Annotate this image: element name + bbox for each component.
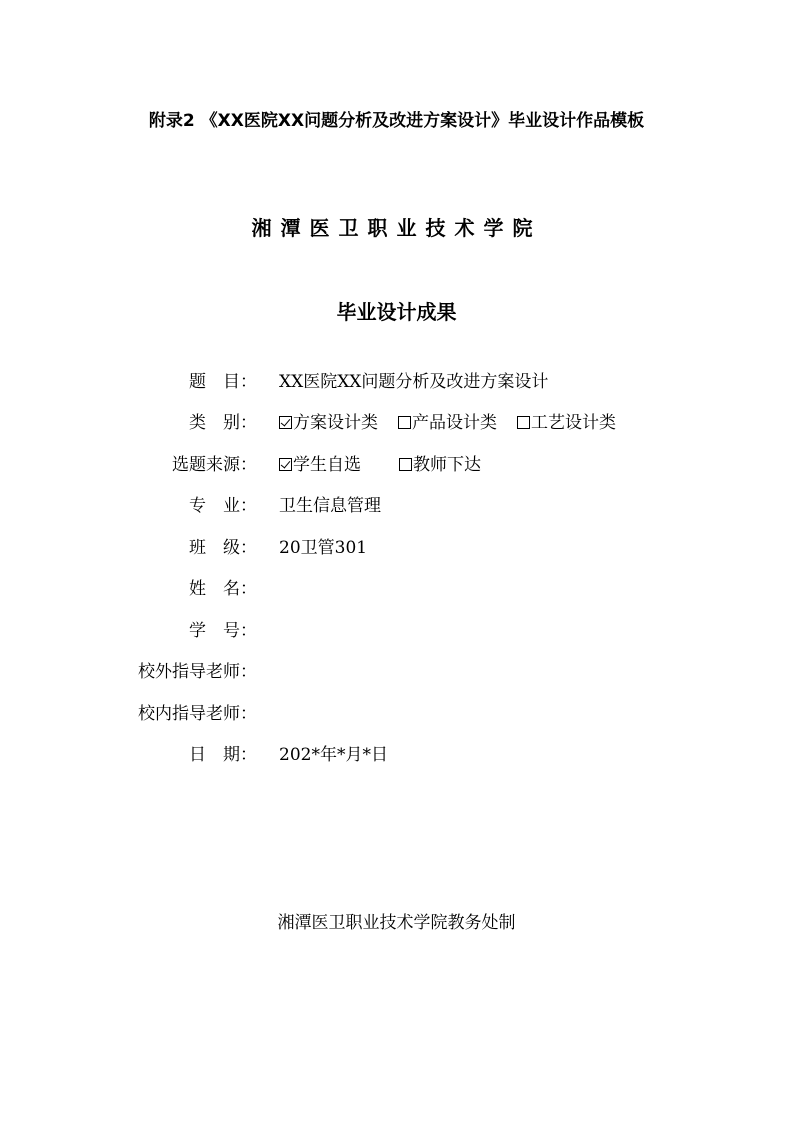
- appendix-title: 附录2 《XX医院XX问题分析及改进方案设计》毕业设计作品模板: [148, 111, 645, 131]
- field-label: 姓 名：: [189, 579, 257, 599]
- field-label: 专 业：: [189, 496, 257, 516]
- field-source: [0, 450, 793, 480]
- option-teacher-assigned[interactable]: 教师下达: [399, 450, 481, 480]
- field-label: 题 目：: [189, 372, 257, 392]
- option-student-selected[interactable]: 学生自选: [279, 450, 361, 480]
- field-label: 校内指导老师：: [138, 704, 257, 724]
- field-internal-advisor: [0, 699, 793, 729]
- document-title: 毕业设计成果: [336, 300, 457, 324]
- field-topic: [0, 367, 793, 397]
- source-options: [279, 450, 501, 480]
- field-label: 选题来源：: [172, 455, 257, 475]
- field-date: [0, 740, 793, 770]
- checked-box-icon: [279, 416, 292, 429]
- field-name: [0, 574, 793, 604]
- field-category: [0, 408, 793, 438]
- option-product-design[interactable]: 产品设计类: [398, 408, 497, 438]
- checked-box-icon: [279, 458, 292, 471]
- field-label: 类 别：: [189, 413, 257, 433]
- empty-box-icon: [517, 416, 530, 429]
- field-external-advisor: [0, 657, 793, 687]
- field-label: 校外指导老师：: [138, 662, 257, 682]
- category-options: [279, 408, 616, 438]
- footer-issuer: 湘潭医卫职业技术学院教务处制: [277, 913, 516, 933]
- field-value: 卫生信息管理: [279, 496, 381, 516]
- field-label: 学 号：: [189, 621, 257, 641]
- empty-box-icon: [398, 416, 411, 429]
- field-student-id: [0, 616, 793, 646]
- field-major: [0, 491, 793, 521]
- field-label: 班 级：: [189, 538, 257, 558]
- field-value: 202*年*月*日: [279, 745, 388, 765]
- school-name: 湘潭医卫职业技术学院: [251, 216, 542, 240]
- field-value: XX医院XX问题分析及改进方案设计: [279, 372, 549, 392]
- option-scheme-design[interactable]: 方案设计类: [279, 408, 378, 438]
- field-class: [0, 533, 793, 563]
- option-process-design[interactable]: 工艺设计类: [517, 408, 616, 438]
- field-value: 20卫管301: [279, 538, 368, 558]
- empty-box-icon: [399, 458, 412, 471]
- field-label: 日 期：: [189, 745, 257, 765]
